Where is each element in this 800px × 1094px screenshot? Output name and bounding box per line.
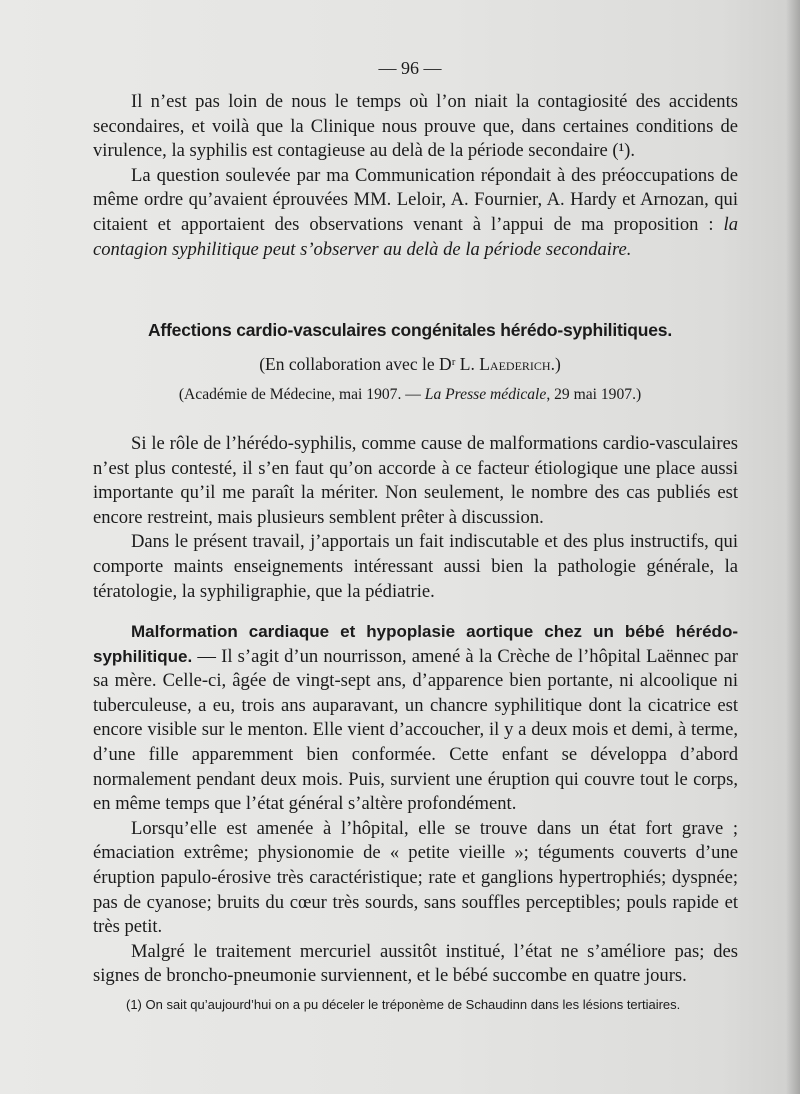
source-line — [0, 386, 800, 404]
source-journal: La Presse médicale — [424, 386, 547, 403]
intro-paragraph-2-italic: la contagion syphilitique peut s’observer au delà de la période secondaire. — [93, 213, 738, 260]
intro-paragraph-2-text: La question soulevée par ma Communication répondait à des préoccupations de même ordre qu’avaient éprouvées MM. Leloir, A. Fournier, A. Hardy et Arnozan, qui citaient et apportaient des observations venant à l’appui de ma proposition : — [93, 164, 738, 235]
source-prefix: (Académie de Médecine, mai 1907. — — [178, 386, 425, 403]
case-title: Malformation cardiaque et hypoplasie aortique chez un bébé hérédo-syphilitique. — [93, 622, 738, 666]
intro-text — [93, 90, 738, 262]
body-text-1 — [93, 432, 738, 604]
collaboration-line — [0, 354, 800, 375]
page-edge-shadow — [786, 0, 800, 1094]
collaboration-prefix: (En collaboration avec le Dʳ L. — [259, 354, 480, 374]
source-suffix: , 29 mai 1907.) — [546, 386, 642, 403]
body-paragraph-1: Si le rôle de l’hérédo-syphilis, comme cause de malformations cardio-vasculaires n’est plus contesté, il s’en faut qu’on accorde à ce facteur étiologique une place aussi importante qu’il me paraît la mériter. Non seulement, le nombre des cas publiés est encore restreint, mais plusieurs semblent prêter à discussion. — [93, 433, 738, 528]
page-number: — 96 — — [378, 58, 442, 78]
collaborator-name: Laederich — [479, 354, 551, 374]
body-paragraph-5: Malgré le traitement mercuriel aussitôt institué, l’état ne s’améliore pas; des signes de broncho-pneumonie surviennent, et le bébé succombe en quatre jours. — [93, 940, 738, 987]
case-text: — Il s’agit d’un nourrisson, amené à la Crèche de l’hôpital Laënnec par sa mère. Celle-ci, âgée de vingt-sept ans, d’apparence bien portante, ni alcoolique ni tuberculeuse, a eu, trois ans auparavant, un chancre syphilitique dont la cicatrice est encore visible sur le menton. Elle vient d’accoucher, il y a deux mois et demi, à terme, d’une fille apparemment bien conformée. Cette enfant se développa d’abord normalement pendant deux mois. Puis, survient une éruption qui couvre tout le corps, en même temps que l’état général s’altère profondément. — [93, 645, 738, 815]
body-text-2 — [93, 620, 738, 989]
collaboration-suffix: .) — [550, 354, 561, 374]
intro-paragraph-1: Il n’est pas loin de nous le temps où l’on niait la contagiosité des accidents secondaires, et voilà que la Clinique nous prouve que, dans certaines conditions de virulence, la syphilis est contagieuse au delà de la période secondaire (¹). — [93, 91, 738, 162]
body-paragraph-2: Dans le présent travail, j’apportais un fait indiscutable et des plus instructifs, qui comporte maints enseignements intéressant aussi bien la pathologie générale, la tératologie, la syphiligraphie, que la pédiatrie. — [93, 531, 738, 602]
footnote: (1) On sait qu’aujourd’hui on a pu déceler le tréponème de Schaudinn dans les lésions tertiaires. — [126, 997, 681, 1012]
intro-paragraph-2 — [93, 164, 738, 262]
section-heading: Affections cardio-vasculaires congénitales hérédo-syphilitiques. — [147, 320, 673, 340]
case-paragraph — [93, 620, 738, 817]
body-paragraph-4: Lorsqu’elle est amenée à l’hôpital, elle se trouve dans un état fort grave ; émaciation extrême; physionomie de « petite vieille »; téguments couverts d’une éruption papulo-érosive très caractéristique; rate et ganglions hypertrophiés; dyspnée; pas de cyanose; bruits du cœur très sourds, sans souffles perceptibles; pouls rapide et très petit. — [93, 817, 738, 938]
